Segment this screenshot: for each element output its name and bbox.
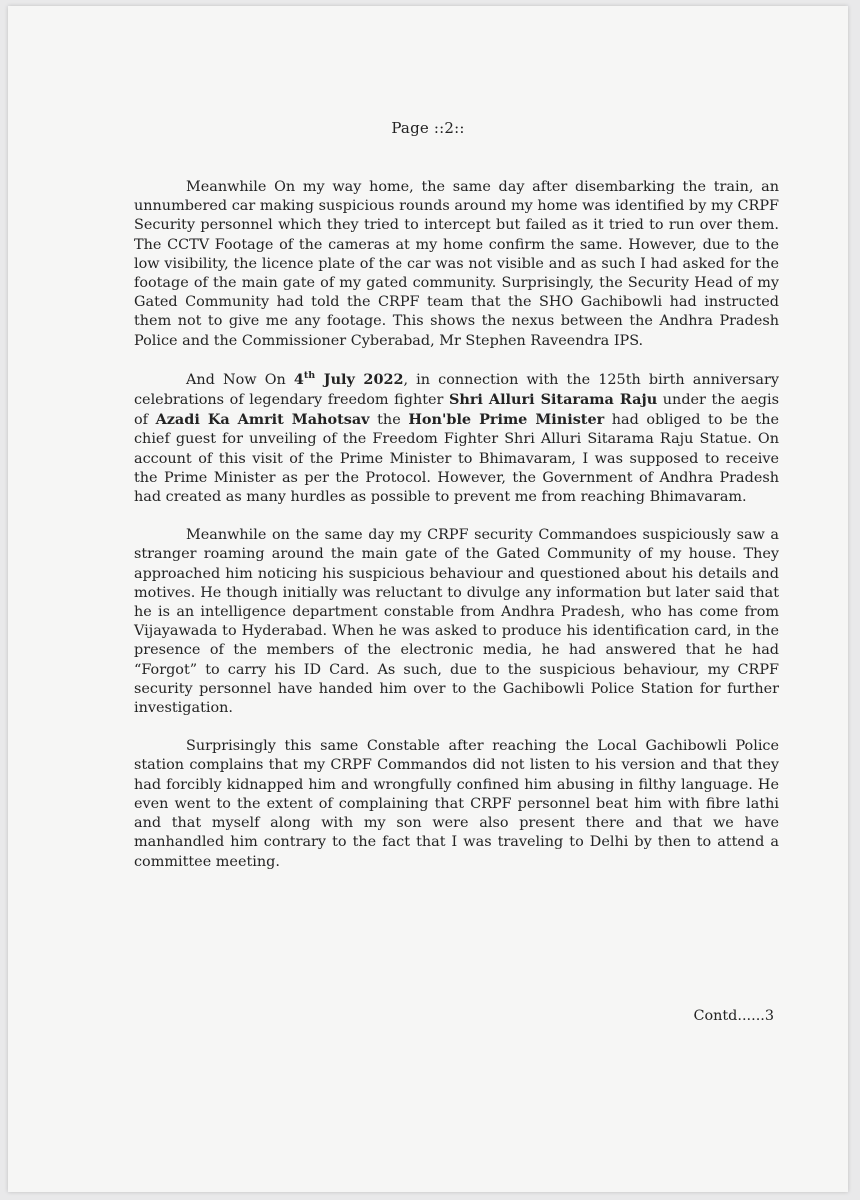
program-name: Azadi Ka Amrit Mahotsav bbox=[155, 411, 370, 429]
paragraph-complaint: Surprisingly this same Constable after reaching the Local Gachibowli Police station complains that my CRPF Commandos did not listen to his version and that they had forcibly kidnapped him and wrongfully confined him abusing in filthy language. He even went to the extent of complaining that CRPF personnel beat him with fibre lathi and that myself along with my son were also present there and that we have manhandled him contrary to the fact that I was traveling to Delhi by then to attend a committee meeting. bbox=[134, 738, 779, 870]
date-suffix: th bbox=[303, 370, 316, 382]
prime-minister-title: Hon'ble Prime Minister bbox=[408, 411, 605, 429]
freedom-fighter-name: Shri Alluri Sitarama Raju bbox=[448, 391, 658, 409]
page-number-header: Page ::2:: bbox=[391, 119, 465, 137]
paragraph-stranger: Meanwhile on the same day my CRPF security Commandoes suspiciously saw a stranger roaming around the main gate of the Gated Community of my house. They approached him noticing his suspicious behaviour and questioned about his details and motives. He though initially was reluctant to divulge any information but later said that he is an intelligence department constable from Andhra Pradesh, who has come from Vijayawada to Hyderabad. When he was asked to produce his identification card, in the presence of the members of the electronic media, he had answered that he had “Forgot” to carry his ID Card. As such, due to the suspicious behaviour, my CRPF security personnel have handed him over to the Gachibowli Police Station for further investigation. bbox=[134, 527, 779, 717]
date-month-year: July 2022 bbox=[315, 370, 404, 388]
date-day: 4 bbox=[293, 370, 304, 388]
date-bold bbox=[294, 371, 404, 388]
continued-footer: Contd......3 bbox=[693, 1008, 774, 1024]
text-run: had obliged to be the chief guest for unveiling of the Freedom Fighter Shri Alluri Sitarama Raju Statue. On account of this visit of the Prime Minister to Bhimavaram, I was supposed to receive the Prime Minister as per the Protocol. However, the Government of Andhra Pradesh had created as many hurdles as possible to prevent me from reaching Bhimavaram. bbox=[134, 412, 779, 506]
document-page bbox=[8, 6, 848, 1192]
letter-body bbox=[134, 178, 779, 891]
text-run: , in connection with the 125th birth anniversary celebrations of legendary freedom fighter bbox=[134, 371, 779, 409]
paragraph-pm-visit bbox=[134, 370, 779, 507]
text-run: under the aegis of bbox=[134, 392, 779, 429]
text-run: And Now On bbox=[186, 371, 294, 388]
paragraph-car-incident: Meanwhile On my way home, the same day after disembarking the train, an unnumbered car making suspicious rounds around my home was identified by my CRPF Security personnel which they tried to intercept but failed as it tried to run over them. The CCTV Footage of the cameras at my home confirm the same. However, due to the low visibility, the licence plate of the car was not visible and as such I had asked for the footage of the main gate of my gated community. Surprisingly, the Security Head of my Gated Community had told the CRPF team that the SHO Gachibowli had instructed them not to give me any footage. This shows the nexus between the Andhra Pradesh Police and the Commissioner Cyberabad, Mr Stephen Raveendra IPS. bbox=[134, 179, 779, 349]
text-run: the bbox=[369, 412, 409, 429]
